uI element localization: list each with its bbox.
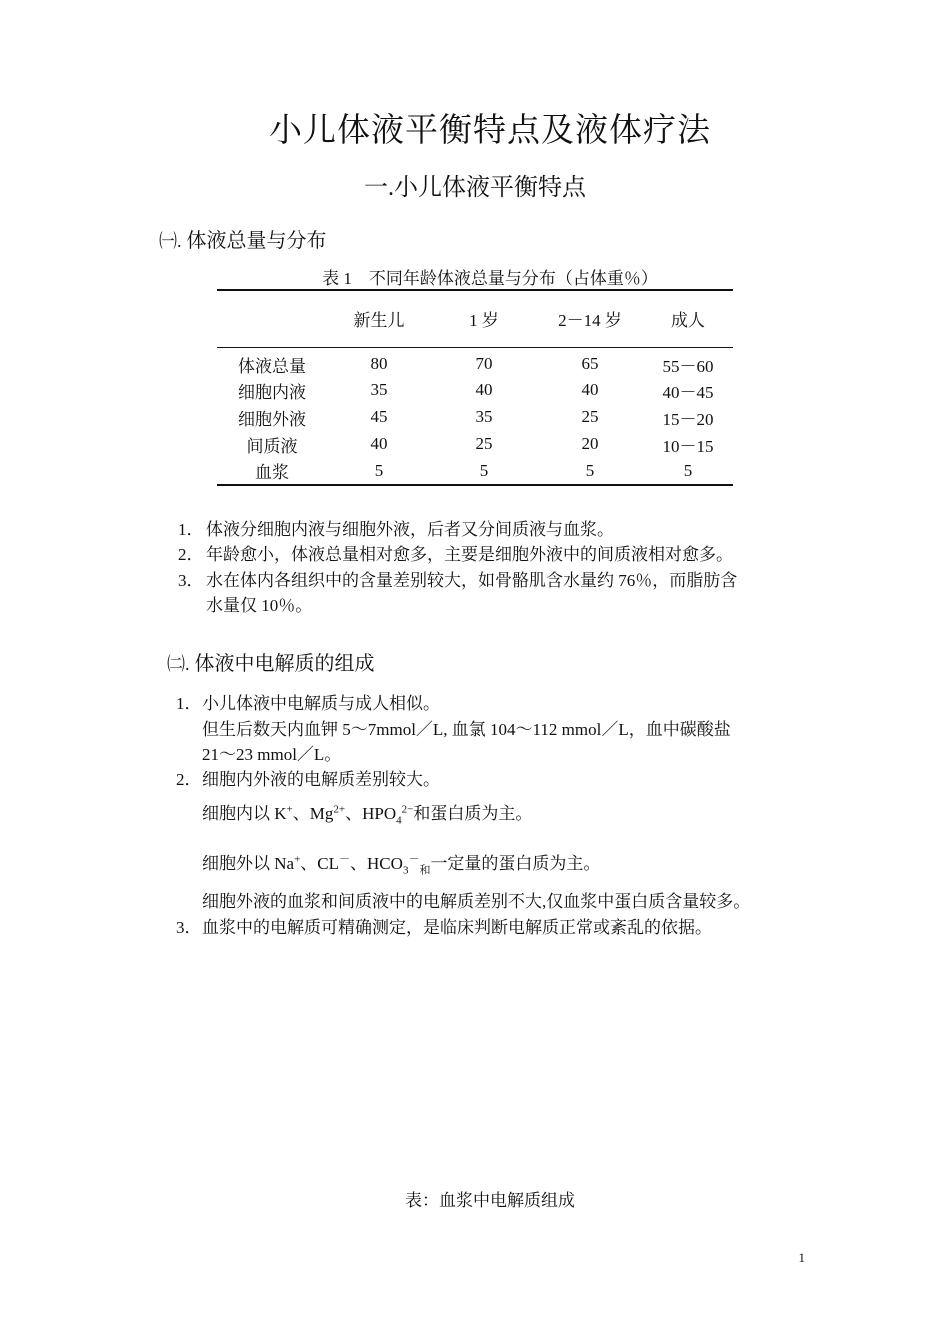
table-header-cell: 新生儿	[353, 311, 405, 331]
table-cell: 40－45	[662, 382, 714, 402]
table-row	[217, 404, 733, 431]
table-cell: 10－15	[662, 436, 714, 456]
text-span: 、CL	[300, 854, 340, 873]
table-header-row	[217, 290, 733, 347]
table-cell: 5	[585, 460, 595, 480]
text-span: 、HCO	[350, 854, 403, 873]
superscript: 2−	[401, 803, 414, 816]
extracellular-line	[202, 849, 601, 877]
text-span: 细胞内以 K	[202, 804, 287, 823]
table-cell: 细胞内液	[238, 382, 306, 402]
table-row	[217, 347, 733, 377]
table-cell: 25	[475, 434, 493, 453]
table-header-cell: 2－14 岁	[558, 311, 622, 331]
list-item-text: 年龄愈小，体液总量相对愈多，主要是细胞外液中的间质液相对愈多。	[206, 545, 733, 564]
table-cell: 25	[581, 407, 599, 426]
text-span: 、Mg	[292, 804, 334, 823]
table-row	[217, 431, 733, 458]
table-cell: 体液总量	[238, 356, 306, 376]
section-heading: 一.小儿体液平衡特点	[364, 175, 586, 201]
table-cell: 细胞外液	[238, 409, 306, 429]
superscript: －	[339, 853, 351, 866]
list-item-text: 体液分细胞内液与细胞外液，后者又分间质液与血浆。	[206, 520, 614, 539]
table-cell: 65	[581, 354, 599, 373]
text-span: 细胞外以 Na	[202, 854, 295, 873]
superscript: +	[286, 803, 293, 816]
list-number: 1．	[178, 520, 204, 539]
list-item-continuation: 细胞外液的血浆和间质液中的电解质差别不大,仅血浆中蛋白质含量较多。	[202, 892, 751, 911]
subsection-marker: ㈡.	[167, 654, 190, 674]
table-cell: 20	[581, 434, 599, 453]
subscript: 4	[396, 814, 402, 827]
table-cell: 间质液	[246, 436, 298, 456]
table-cell: 15－20	[662, 409, 714, 429]
subsection-label: 体液中电解质的组成	[194, 653, 375, 675]
table-cell: 40	[475, 380, 493, 399]
table-cell: 80	[370, 354, 388, 373]
list-item-text: 小儿体液中电解质与成人相似。	[202, 694, 440, 713]
list-number: 3．	[178, 571, 204, 590]
text-span: 、HPO	[345, 804, 397, 823]
table-row	[217, 377, 733, 404]
subscript: 和	[419, 864, 431, 877]
list-number: 1．	[176, 694, 202, 713]
table-cell: 70	[475, 354, 493, 373]
table-cell: 55－60	[662, 356, 714, 376]
text-span: 一定量的蛋白质为主。	[430, 854, 601, 873]
subsection-heading-1	[159, 224, 327, 253]
table-header-cell: 1 岁	[469, 311, 499, 331]
subsection-label: 体液总量与分布	[186, 230, 327, 252]
list-item-text: 细胞内外液的电解质差别较大。	[202, 770, 440, 789]
subsection-marker: ㈠.	[159, 231, 182, 251]
list-number: 2．	[176, 770, 202, 789]
table-caption: 表 1 不同年龄体液总量与分布（占体重％）	[322, 269, 658, 288]
list-item-text: 水在体内各组织中的含量差别较大，如骨骼肌含水量约 76％，而脂肪含	[206, 571, 738, 590]
intracellular-line	[202, 799, 533, 827]
superscript: +	[294, 853, 301, 866]
document-title: 小儿体液平衡特点及液体疗法	[269, 113, 711, 149]
table-row	[217, 458, 733, 485]
table-cell: 40	[581, 380, 599, 399]
list-item-text: 血浆中的电解质可精确测定，是临床判断电解质正常或紊乱的依据。	[202, 918, 712, 937]
list-item-continuation: 但生后数天内血钾 5～7mmol／L, 血氯 104～112 mmol／L，血中碳酸盐	[202, 720, 731, 739]
table-cell: 45	[370, 407, 388, 426]
subsection-heading-2	[167, 647, 375, 676]
list-number: 2．	[178, 545, 204, 564]
page-number: 1	[798, 1250, 805, 1265]
list-number: 3．	[176, 918, 202, 937]
text-span: 和蛋白质为主。	[413, 804, 533, 823]
table-cell: 35	[475, 407, 493, 426]
table-cell: 5	[479, 460, 489, 480]
body-fluid-table	[217, 289, 733, 486]
table-cell: 血浆	[255, 463, 289, 482]
superscript: －	[408, 853, 420, 866]
table-2-caption: 表：血浆中电解质组成	[405, 1191, 575, 1210]
table-cell: 40	[370, 434, 388, 453]
list-item-continuation: 水量仅 10％。	[206, 596, 313, 615]
table-cell: 5	[683, 460, 693, 480]
table-header-cell	[217, 290, 327, 347]
list-item-continuation: 21～23 mmol／L。	[202, 745, 342, 764]
table-cell: 5	[374, 460, 384, 480]
subscript: 3	[402, 864, 409, 877]
superscript: 2+	[333, 803, 346, 816]
table-cell: 35	[370, 380, 388, 399]
table-header-cell: 成人	[671, 311, 705, 331]
